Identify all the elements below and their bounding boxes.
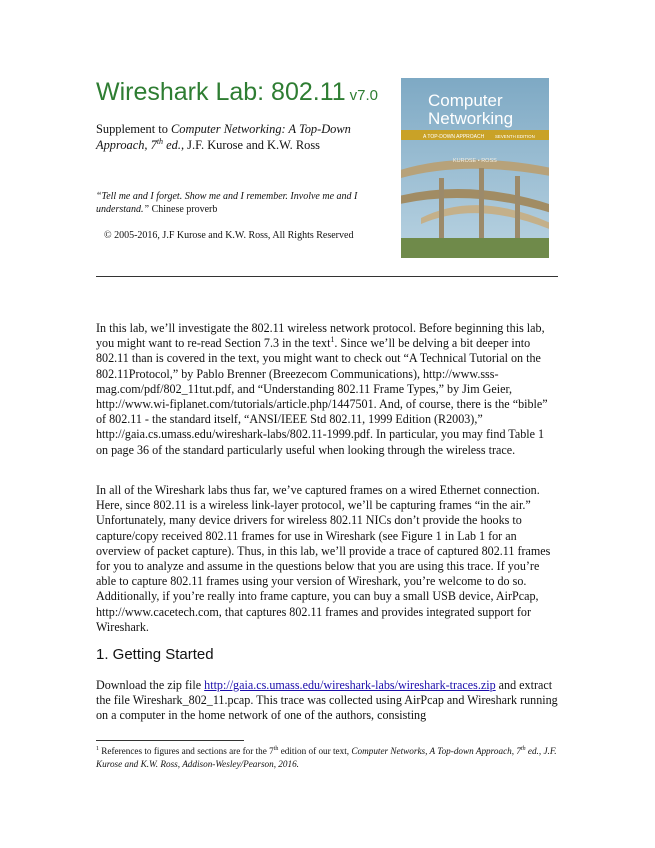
version-label: v7.0 <box>349 87 379 104</box>
cover-edition: SEVENTH EDITION <box>495 134 535 139</box>
download-paragraph: Download the zip file http://gaia.cs.umass.edu/wireshark-labs/wireshark-traces.zip and extract the file Wireshark_802_11.pcap. This trace was collected using AirPcap and Wireshark running on a computer in the home network of one of the authors, consisting <box>96 678 558 723</box>
header-divider <box>96 276 558 277</box>
epigraph <box>96 190 396 216</box>
cover-authors: KUROSE • ROSS <box>453 158 497 164</box>
quote-text: “Tell me and I forget. Show me and I remember. Involve me and I understand.” <box>96 191 358 215</box>
footnote-divider <box>96 740 244 741</box>
copyright-notice: © 2005-2016, J.F Kurose and K.W. Ross, All Rights Reserved <box>104 230 354 241</box>
cover-title-line1: Computer <box>428 91 503 110</box>
supplement-line <box>96 121 386 153</box>
cover-title-line2: Networking <box>428 109 514 128</box>
intro-paragraph: In this lab, we’ll investigate the 802.11 wireless network protocol. Before beginning this lab, you might want to re-read Section 7.3 in the text$^1$. Since we’ll be delving a bit deeper into 802.11 than is covered in the text, you might want to check out “A Technical Tutorial on the 802.11Protocol,” by Pablo Brenner (Breezecom Communications), http://www.sss-mag.com/pdf/802_11tut.pdf, and “Understanding 802.11 Frame Types,” by Jim Geier, http://www.wi-fiplanet.com/tutorials/article.php/1447501. And, of course, there is the “bible” of 802.11 - the standard itself, “ANSI/IEEE Std 802.11, 1999 Edition (R2003),” http://gaia.cs.umass.edu/wireshark-labs/802.11-1999.pdf. In particular, you may find Table 1 on page 36 of the standard particularly useful when looking through the wireless trace. <box>96 321 548 457</box>
footnote-marker: 1 <box>96 745 99 752</box>
title-text: Wireshark Lab: 802.11 <box>96 78 346 106</box>
book-title: Computer Networking: A Top-Down Approach, 7th ed., <box>96 122 351 152</box>
footnote: $^1$ References to figures and sections are for the 7th edition of our text, Computer Networks, A Top-down Approach, 7th ed., J.F. Kurose and K.W. Ross, Addison-Wesley/Pearson, 2016. <box>96 745 557 769</box>
book-cover-art <box>401 78 549 258</box>
book-cover-image <box>401 78 549 258</box>
trace-zip-link[interactable]: http://gaia.cs.umass.edu/wireshark-labs/wireshark-traces.zip <box>204 678 496 692</box>
quote-source: Chinese proverb <box>149 204 218 215</box>
cover-ground <box>401 238 549 258</box>
supplement-prefix: Supplement to <box>96 122 172 136</box>
page-title <box>96 78 378 107</box>
footnote-citation: Computer Networks, A Top-down Approach, 7th ed., J.F. Kurose and K.W. Ross, Addison-Wesley/Pearson, 2016. <box>96 745 557 769</box>
authors: J.F. Kurose and K.W. Ross <box>184 138 320 152</box>
section-heading: 1. Getting Started <box>96 646 214 663</box>
cover-subtitle: A TOP-DOWN APPROACH <box>423 134 485 140</box>
capture-paragraph: In all of the Wireshark labs thus far, we’ve captured frames on a wired Ethernet connection. Here, since 802.11 is a wireless link-layer protocol, we’ll be capturing frames “in the air.” Unfortunately, many device drivers for wireless 802.11 NICs don’t provide the hooks to capture/copy received 802.11 frames for use in Wireshark (see Figure 1 in Lab 1 for an overview of packet capture). Thus, in this lab, we’ll provide a trace of captured 802.11 frames for you to analyze and assume in the questions below that you are using this trace. If you’re able to capture 802.11 frames using your version of Wireshark, you’re welcome to do so. Additionally, if you’re really into frame capture, you can buy a small USB device, AirPcap, http://www.cacetech.com, that captures 802.11 frames and provides integrated support for Wireshark. <box>96 483 551 634</box>
footnote-ref[interactable]: 1 <box>330 335 335 345</box>
